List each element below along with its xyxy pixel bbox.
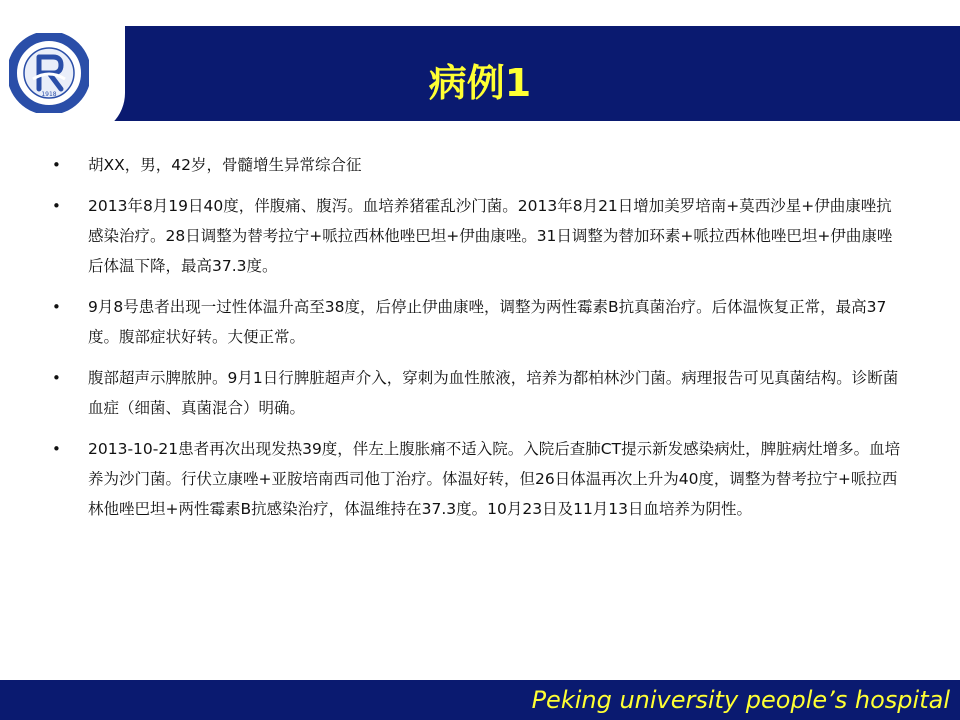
bullet-item: • 2013年8月19日40度，伴腹痛、腹泻。血培养猪霍乱沙门菌。2013年8月21日增加美罗培南+莫西沙星+伊曲康唑抗感染治疗。28日调整为替考拉宁+哌拉西林他唑巴坦+伊曲康唑。31日调整为替加环素+哌拉西林他唑巴坦+伊曲康唑后体温下降，最高37.3度。 (48, 191, 903, 281)
footer-hospital-name: Peking university people’s hospital (531, 686, 950, 714)
slide-title: 病例1 (428, 61, 532, 105)
logo-year: 1918 (41, 91, 57, 98)
bullet-item: • 胡XX，男，42岁，骨髓增生异常综合征 (48, 150, 903, 180)
footer-band (0, 680, 960, 720)
bullet-item: • 9月8号患者出现一过性体温升高至38度，后停止伊曲康唑，调整为两性霉素B抗真菌治疗。后体温恢复正常，最高37度。腹部症状好转。大便正常。 (48, 292, 903, 352)
hospital-logo (9, 33, 89, 113)
bullet-item: • 腹部超声示脾脓肿。9月1日行脾脏超声介入，穿刺为血性脓液，培养为都柏林沙门菌。病理报告可见真菌结构。诊断菌血症（细菌、真菌混合）明确。 (48, 363, 903, 423)
bullet-item: • 2013-10-21患者再次出现发热39度，伴左上腹胀痛不适入院。入院后查肺CT提示新发感染病灶，脾脏病灶增多。血培养为沙门菌。行伏立康唑+亚胺培南西司他丁治疗。体温好转，但26日体温再次上升为40度，调整为替考拉宁+哌拉西林他唑巴坦+两性霉素B抗感染治疗，体温维持在37.3度。10月23日及11月13日血培养为阴性。 (48, 434, 903, 524)
bullet-list (48, 150, 903, 535)
